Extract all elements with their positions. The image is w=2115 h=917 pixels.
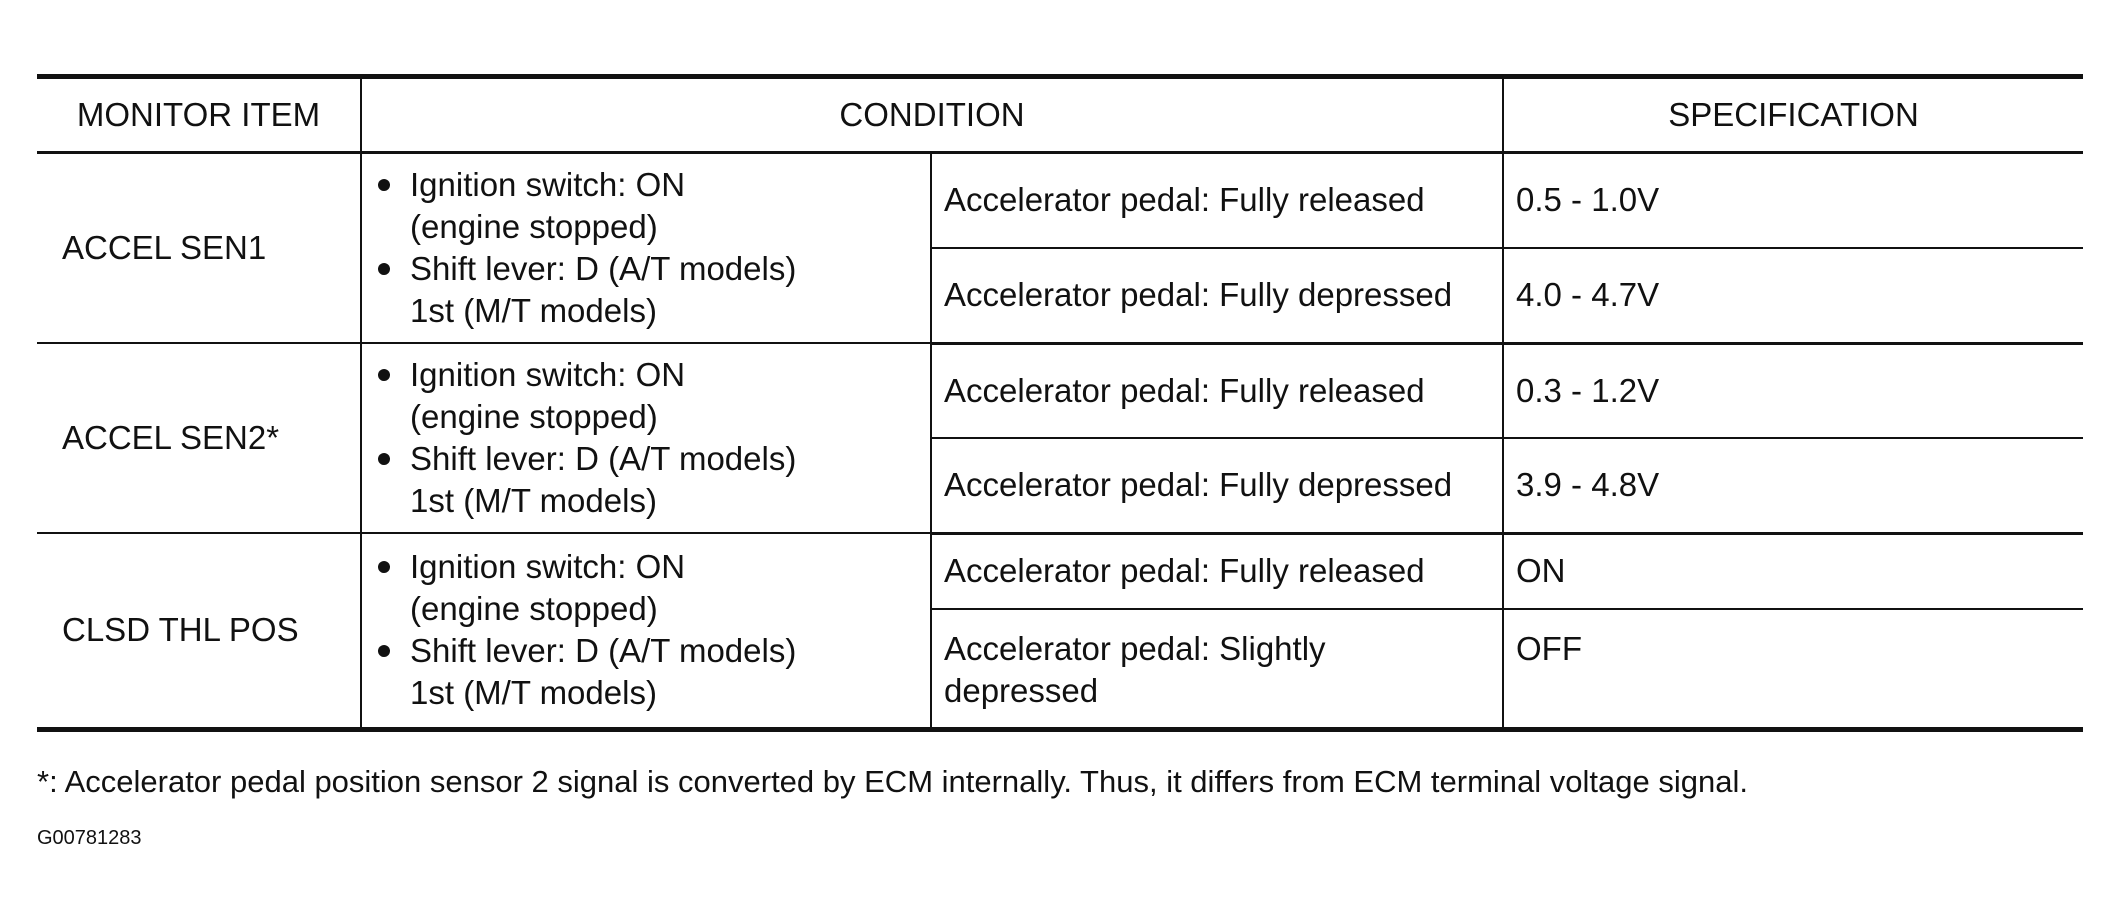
condition-bullet — [374, 630, 920, 714]
bullet-dot-icon — [378, 263, 390, 275]
condition-text: (engine stopped) — [410, 208, 658, 245]
specification-cell: 4.0 - 4.7V — [1503, 248, 2083, 343]
condition-text: 1st (M/T models) — [410, 674, 657, 712]
monitor-item-cell: ACCEL SEN2* — [37, 343, 361, 533]
header-condition: CONDITION — [361, 77, 1503, 153]
condition-list — [374, 546, 920, 714]
condition-list — [374, 164, 920, 332]
condition-bullet — [374, 438, 920, 522]
bullet-dot-icon — [378, 645, 390, 657]
sub-condition-cell — [931, 609, 1503, 729]
bullet-dot-icon — [378, 179, 390, 191]
bullet-dot-icon — [378, 453, 390, 465]
sub-condition-text: depressed — [944, 672, 1099, 709]
condition-text: Ignition switch: ON — [410, 548, 686, 586]
sub-condition-cell: Accelerator pedal: Fully released — [931, 533, 1503, 609]
condition-text: Ignition switch: ON — [410, 356, 686, 393]
table-row — [37, 533, 2083, 609]
condition-bullet — [374, 354, 920, 438]
sub-condition-cell: Accelerator pedal: Fully released — [931, 343, 1503, 438]
sub-condition-cell: Accelerator pedal: Fully depressed — [931, 438, 1503, 533]
condition-text: 1st (M/T models) — [410, 482, 657, 519]
table-row — [37, 153, 2083, 248]
monitor-item-cell: ACCEL SEN1 — [37, 153, 361, 344]
header-specification: SPECIFICATION — [1503, 77, 2083, 153]
sub-condition-text: Accelerator pedal: Slightly — [944, 630, 1326, 667]
specification-cell: 0.5 - 1.0V — [1503, 153, 2083, 248]
condition-text: (engine stopped) — [410, 590, 658, 628]
condition-text: Ignition switch: ON — [410, 166, 686, 203]
condition-cell — [361, 343, 931, 533]
specification-table — [37, 74, 2083, 732]
condition-text: 1st (M/T models) — [410, 292, 657, 329]
table-row — [37, 343, 2083, 438]
bullet-dot-icon — [378, 561, 390, 573]
header-row — [37, 77, 2083, 153]
condition-list — [374, 354, 920, 522]
sub-condition-cell: Accelerator pedal: Fully depressed — [931, 248, 1503, 343]
specification-cell: 3.9 - 4.8V — [1503, 438, 2083, 533]
specification-cell: 0.3 - 1.2V — [1503, 343, 2083, 438]
condition-bullet — [374, 164, 920, 248]
footnote: *: Accelerator pedal position sensor 2 signal is converted by ECM internally. Thus, it differs from ECM terminal voltage signal. — [37, 764, 1748, 799]
condition-cell — [361, 153, 931, 344]
figure-id: G00781283 — [37, 827, 142, 849]
condition-text: Shift lever: D (A/T models) — [410, 250, 797, 287]
table-header — [37, 77, 2083, 153]
table-body — [37, 153, 2083, 730]
specification-cell: ON — [1503, 533, 2083, 609]
header-monitor-item: MONITOR ITEM — [37, 77, 361, 153]
monitor-item-cell: CLSD THL POS — [37, 533, 361, 729]
condition-bullet — [374, 546, 920, 630]
condition-bullet — [374, 248, 920, 332]
condition-text: Shift lever: D (A/T models) — [410, 632, 797, 670]
condition-text: Shift lever: D (A/T models) — [410, 440, 797, 477]
condition-cell — [361, 533, 931, 729]
bullet-dot-icon — [378, 369, 390, 381]
sub-condition-cell: Accelerator pedal: Fully released — [931, 153, 1503, 248]
condition-text: (engine stopped) — [410, 398, 658, 435]
specification-cell: OFF — [1503, 609, 2083, 729]
